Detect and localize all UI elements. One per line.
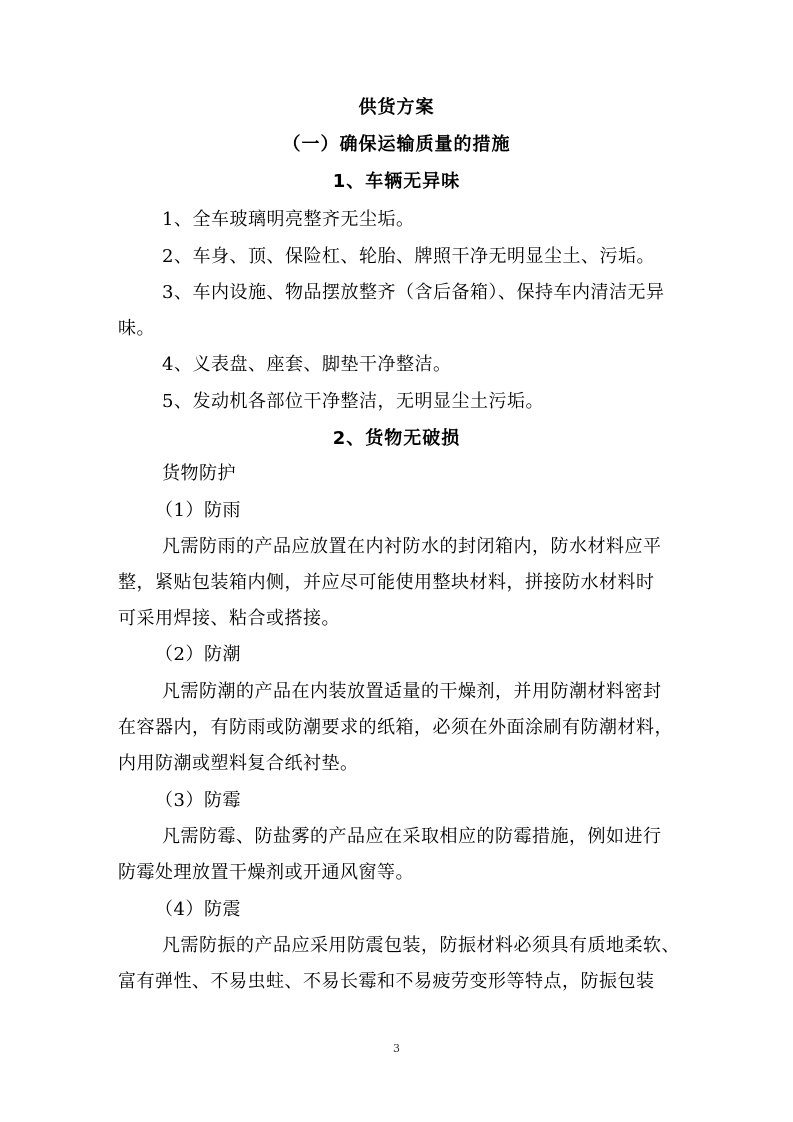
paragraph-line: 富有弹性、不易虫蛀、不易长霉和不易疲劳变形等特点，防振包装 (118, 971, 655, 992)
item-label-rain: （1）防雨 (155, 500, 241, 521)
list-item: 5、发动机各部位干净整洁，无明显尘土污垢。 (162, 391, 544, 412)
item-label-mold: （3）防霉 (155, 790, 241, 811)
paragraph-line: 在容器内，有防雨或防潮要求的纸箱，必须在外面涂刷有防潮材料， (118, 717, 673, 738)
paragraph-line: 整，紧贴包装箱内侧，并应尽可能使用整块材料，拼接防水材料时 (118, 572, 655, 593)
paragraph-line: 防霉处理放置干燥剂或开通风窗等。 (118, 862, 414, 883)
paragraph-line: 凡需防振的产品应采用防震包装，防振材料必须具有质地柔软、 (162, 935, 680, 956)
document-title: 供货方案 (358, 97, 435, 118)
subsection-heading-vehicle: 1、车辆无异味 (332, 171, 461, 192)
page-number: 3 (393, 1042, 400, 1055)
list-item: 4、义表盘、座套、脚垫干净整洁。 (162, 354, 452, 375)
paragraph-line: 凡需防潮的产品在内装放置适量的干燥剂，并用防潮材料密封 (162, 681, 662, 702)
list-item-continuation: 味。 (118, 318, 155, 339)
paragraph-label: 货物防护 (162, 463, 236, 484)
paragraph-line: 可采用焊接、粘合或搭接。 (118, 608, 340, 629)
list-item: 2、车身、顶、保险杠、轮胎、牌照干净无明显尘土、污垢。 (162, 246, 655, 267)
list-item: 3、车内设施、物品摆放整齐（含后备箱）、保持车内清洁无异 (162, 282, 665, 303)
list-item: 1、全车玻璃明亮整齐无尘垢。 (162, 209, 415, 230)
paragraph-line: 凡需防雨的产品应放置在内衬防水的封闭箱内，防水材料应平 (162, 536, 662, 557)
subsection-heading-goods: 2、货物无破损 (332, 428, 461, 449)
paragraph-line: 凡需防霉、防盐雾的产品应在采取相应的防霉措施，例如进行 (162, 826, 662, 847)
section-heading: （一）确保运输质量的措施 (282, 134, 511, 155)
paragraph-line: 内用防潮或塑料复合纸衬垫。 (118, 753, 359, 774)
item-label-shock: （4）防震 (155, 899, 241, 920)
item-label-moisture: （2）防潮 (155, 644, 241, 665)
